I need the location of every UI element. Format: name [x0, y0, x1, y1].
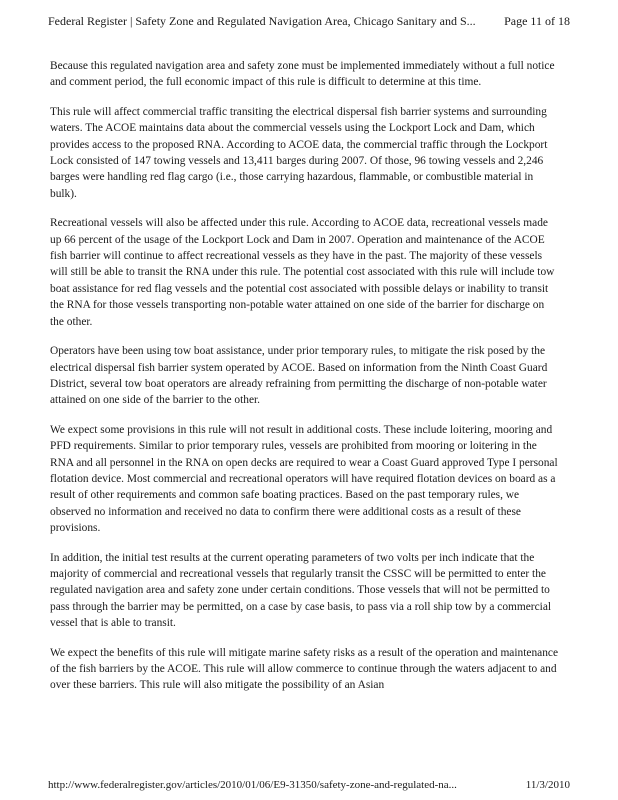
paragraph: In addition, the initial test results at the current operating parameters of two volts per inch indicate that the majority of commercial and recreational vessels that regularly transit the CSSC will be permitted to enter the regulated navigation area and safety zone under certain conditions. Those vessels that will not be permitted to pass through the barrier may be permitted, on a case by case basis, to pass via a roll ship tow by a commercial vessel that is able to transit. [50, 551, 552, 630]
paragraph: We expect the benefits of this rule will mitigate marine safety risks as a result of the operation and maintenance of the fish barriers by the ACOE. This rule will allow commerce to continue through the waters adjacent to and over these barriers. This rule will also mitigate the possibility of an Asian [50, 646, 559, 692]
print-date: 11/3/2010 [525, 779, 570, 791]
page-footer [48, 779, 570, 792]
paragraph: This rule will affect commercial traffic transiting the electrical dispersal fish barrier systems and surrounding waters. The ACOE maintains data about the commercial vessels using the Lockport Lock and Dam, which provides access to the proposed RNA. According to ACOE data, the commercial traffic through the Lockport Lock consisted of 147 towing vessels and 13,411 barges during 2007. Of those, 96 towing vessels and 2,246 barges were handling red flag cargo (i.e., those carrying hazardous, flammable, or combustible material in bulk). [50, 105, 548, 200]
paragraph: Operators have been using tow boat assistance, under prior temporary rules, to mitigate the risk posed by the electrical dispersal fish barrier system operated by ACOE. Based on information from the Ninth Coast Guard District, several tow boat operators are already refraining from permitting the discharge of non-potable water attained on one side of the barrier to the other. [50, 345, 548, 407]
page-number: Page 11 of 18 [504, 14, 570, 28]
paragraph: Recreational vessels will also be affected under this rule. According to ACOE data, recreational vessels made up 66 percent of the usage of the Lockport Lock and Dam in 2007. Operation and maintenance of the ACOE fish barrier will continue to affect recreational vessels as they have in the past. The majority of these vessels will still be able to transit the RNA under this rule. The potential cost associated with this rule will include tow boat assistance for red flag vessels and the potential cost associated with possible delays or inability to transit the RNA for those vessels transporting non-potable water attained on one side of the barrier for discharge on the other. [50, 217, 555, 328]
document-title: Federal Register | Safety Zone and Regulated Navigation Area, Chicago Sanitary and S... [48, 14, 476, 28]
paragraph: We expect some provisions in this rule will not result in additional costs. These include loitering, mooring and PFD requirements. Similar to prior temporary rules, vessels are prohibited from mooring or loitering in the RNA and all personnel in the RNA on open decks are required to wear a Coast Guard approved Type I personal flotation device. Most commercial and recreational operators will have required flotation devices on board as a result of other requirements and common safe boating practices. Based on the past temporary rules, we observed no information and received no data to confirm there were additional costs as a result of these provisions. [50, 423, 558, 535]
document-body [50, 58, 560, 707]
paragraph: Because this regulated navigation area and safety zone must be implemented immediately without a full notice and comment period, the full economic impact of this rule is difficult to determine at this time. [50, 60, 555, 89]
source-url: http://www.federalregister.gov/articles/2010/01/06/E9-31350/safety-zone-and-regulated-na... [48, 779, 457, 791]
page-header [48, 14, 570, 28]
